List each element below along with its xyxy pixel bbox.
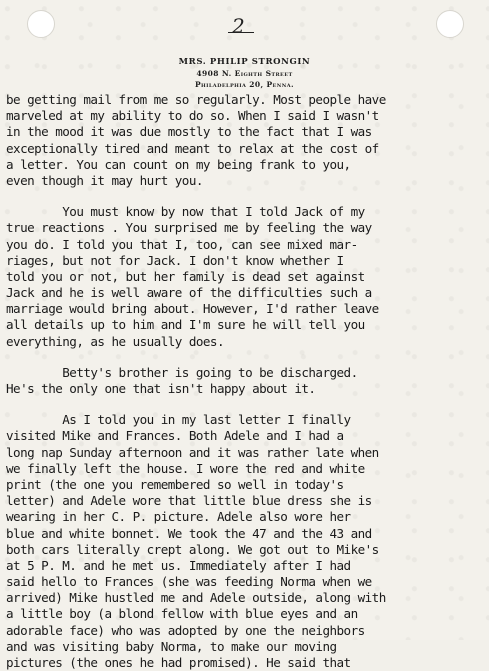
text-line: a little boy (a blond fellow with blue eyes and an <box>6 606 358 622</box>
text-line: wearing in her C. P. picture. Adele also wore her <box>6 509 351 525</box>
text-line: Betty's brother is going to be discharged. <box>6 364 358 380</box>
letterhead <box>0 56 489 90</box>
text-line: You must know by now that I told Jack of my <box>6 204 365 220</box>
text-line: exceptionally tired and meant to relax at the cost of <box>6 140 379 156</box>
text-line: pictures (the ones he had promised). He said that <box>6 655 351 670</box>
text-line: you do. I told you that I, too, can see mixed mar- <box>6 236 358 252</box>
letterhead-city: Philadelphia 20, Penna. <box>194 80 294 89</box>
text-line: at 5 P. M. and he met us. Immediately after I had <box>6 557 351 573</box>
paragraph-gap <box>6 397 486 412</box>
page-number-underline <box>228 32 254 33</box>
letterhead-name: MRS. PHILIP STRONGIN <box>178 57 311 67</box>
text-line: in the mood it was due mostly to the fact that I was <box>6 124 372 140</box>
text-line: blue and white bonnet. We took the 47 and the 43 and <box>6 525 372 541</box>
text-line: visited Mike and Frances. Both Adele and I had a <box>6 428 344 444</box>
text-line: all details up to him and I'm sure he will tell you <box>6 317 365 333</box>
paragraph <box>6 204 486 350</box>
text-line: adorable face) who was adopted by one the neighbors <box>6 622 365 638</box>
paragraph-gap <box>6 189 486 204</box>
punch-hole-left <box>27 10 55 38</box>
text-line: He's the only one that isn't happy about it. <box>6 381 316 396</box>
text-line: we finally left the house. I wore the red and white <box>6 460 365 476</box>
text-line: said hello to Frances (she was feeding Norma when we <box>6 574 372 590</box>
text-line: both cars literally crept along. We got out to Mike's <box>6 541 379 557</box>
text-line: As I told you in my last letter I finally <box>6 412 351 428</box>
text-line: marveled at my ability to do so. When I said I wasn't <box>6 108 379 124</box>
paragraph <box>6 92 486 189</box>
text-line: and was visiting baby Norma, to make our moving <box>6 638 337 654</box>
letterhead-street: 4908 N. Eighth Street <box>196 69 293 78</box>
text-line: marriage would bring about. However, I'd rather leave <box>6 301 379 317</box>
text-line: letter) and Adele wore that little blue dress she is <box>6 493 372 509</box>
paragraph-gap <box>6 350 486 365</box>
paragraph <box>6 365 486 397</box>
text-line: arrived) Mike hustled me and Adele outside, along with <box>6 590 386 606</box>
text-line: be getting mail from me so regularly. Most people have <box>6 92 386 107</box>
text-line: true reactions . You surprised me by feeling the way <box>6 220 372 236</box>
text-line: Jack and he is well aware of the difficulties such a <box>6 285 372 301</box>
text-line: long nap Sunday afternoon and it was rather late when <box>6 444 379 460</box>
paragraph <box>6 412 486 671</box>
text-line: everything, as he usually does. <box>6 333 224 349</box>
text-line: print (the one you remembered so well in today's <box>6 476 344 492</box>
letter-body <box>6 92 486 671</box>
text-line: riages, but not for Jack. I don't know whether I <box>6 252 344 268</box>
text-line: even though it may hurt you. <box>6 172 203 188</box>
punch-hole-right <box>436 10 464 38</box>
page-number: 2 <box>232 14 245 38</box>
text-line: told you or not, but her family is dead set against <box>6 268 365 284</box>
text-line: a letter. You can count on my being frank to you, <box>6 156 351 172</box>
